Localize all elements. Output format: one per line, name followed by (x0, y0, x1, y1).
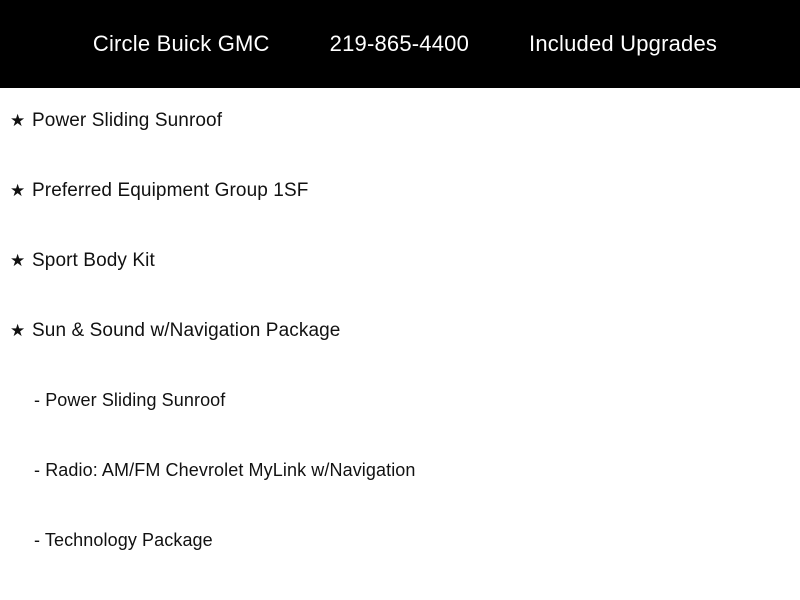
section-title: Included Upgrades (529, 31, 718, 56)
feature-label: Power Sliding Sunroof (32, 110, 223, 131)
feature-label: Sport Body Kit (32, 250, 155, 271)
list-item (0, 180, 800, 250)
sub-feature-label: - Power Sliding Sunroof (34, 390, 226, 410)
page-header (0, 0, 800, 88)
sub-list-item (0, 390, 800, 460)
dealer-phone: 219-865-4400 (329, 31, 470, 56)
sub-list-item (0, 460, 800, 530)
star-icon: ★ (10, 321, 26, 340)
dealer-name: Circle Buick GMC (92, 31, 270, 56)
list-item (0, 110, 800, 180)
list-item (0, 320, 800, 390)
sub-list-item (0, 530, 800, 600)
sub-feature-label: - Technology Package (34, 530, 213, 550)
feature-label: Sun & Sound w/Navigation Package (32, 320, 341, 341)
list-item (0, 250, 800, 320)
star-icon: ★ (10, 181, 26, 200)
star-icon: ★ (10, 251, 26, 270)
upgrades-list (0, 88, 800, 600)
sub-feature-label: - Radio: AM/FM Chevrolet MyLink w/Navigation (34, 460, 416, 480)
star-icon: ★ (10, 111, 26, 130)
feature-label: Preferred Equipment Group 1SF (32, 180, 309, 201)
